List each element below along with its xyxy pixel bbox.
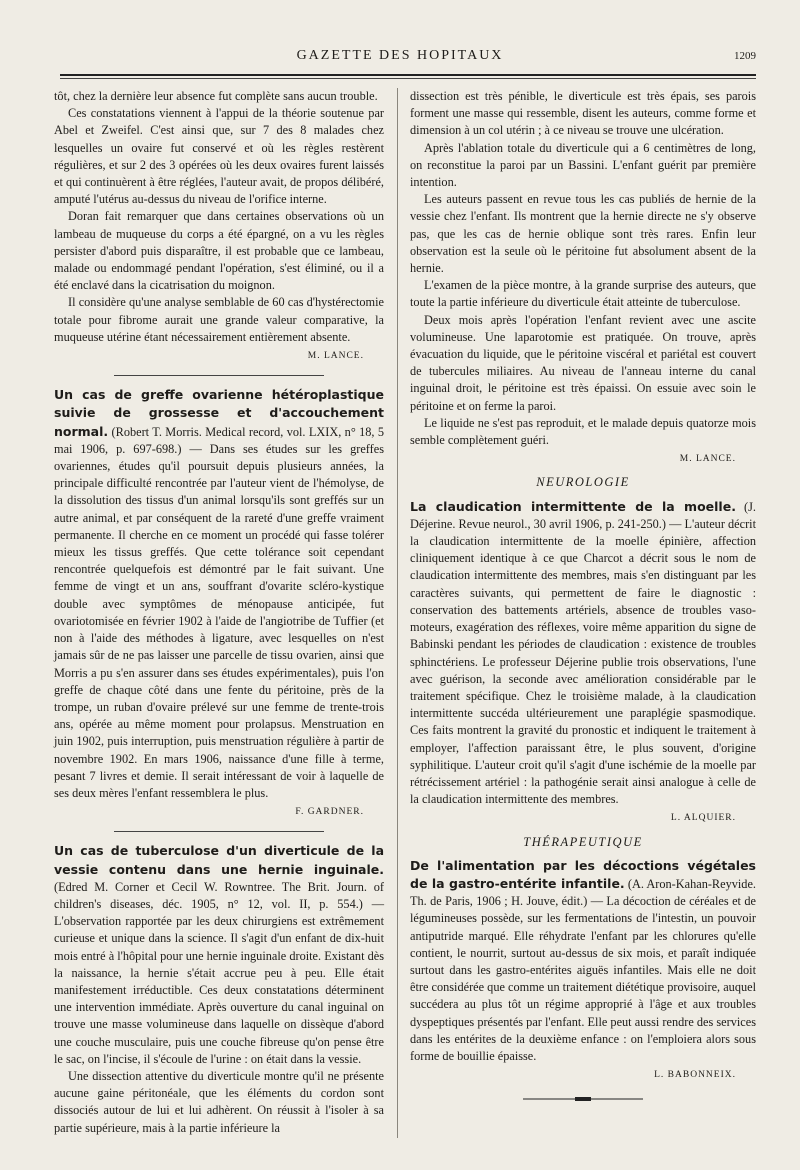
paragraph: Doran fait remarquer que dans certaines observations où un lambeau de muqueuse du corps a été épargné, on a vu les règles persister d'abord puis disparaître, il est probable que ce lambeau, malade ou endommagé pendant l'opération, s'est éliminé, ou il a été enclavé dans la cicatrisation du moignon.	[54, 209, 384, 293]
column-divider	[397, 88, 398, 1138]
left-column	[54, 88, 384, 1137]
ornament-rule-icon	[523, 1095, 643, 1103]
journal-title: GAZETTE DES HOPITAUX	[296, 48, 504, 63]
paragraph: dissection est très pénible, le diverticule est très épais, ses parois forment une masse qui ressemble, disent les auteurs, comme forme et dimension à un col utérin ; à ce niveau se trouve une ulcération.	[410, 89, 756, 138]
article-body: — L'auteur décrit la claudication intermittente de la moelle épinière, affection cliniquement identique à ce que Charcot a décrit sous le nom de claudication intermittente des membres, mais s'en distinguant par les caractères suivants, qui permettent de faire le diagnostic : conservation des battements artériels, absence de troubles vaso-moteurs, exagération des réflexes, voire même apparition du signe de Babinski pendant les périodes de claudication : existence de troubles sphinctériens. Le professeur Déjerine publie trois observations, l'une avec guérison, la seconde avec amélioration considérable par le traitement spécifique. Chez le troisième malade, à la claudication intermittente succéda ultérieurement une paraplégie spasmodique. Ces faits montrent la gravité du pronostic et indiquent le traitement à employer, l'affection paraissant être, le plus souvent, d'origine syphilitique. L'auteur croit qu'il s'agit d'une ischémie de la moelle par rétrécissement artériel : la pathogénie serait ainsi analogue à celle de la claudication intermittente des membres.	[410, 516, 757, 807]
section-heading-neurologie: NEUROLOGIE	[536, 475, 630, 490]
paragraph: Le liquide ne s'est pas reproduit, et le malade depuis quatorze mois semble complètement guéri.	[410, 415, 756, 448]
paragraph: L'examen de la pièce montre, à la grande surprise des auteurs, que toute la partie inférieure du diverticule était atteinte de tuberculose.	[410, 278, 756, 310]
article-greffe	[54, 386, 384, 802]
paragraph: Ces constatations viennent à l'appui de la théorie soutenue par Abel et Zweifel. C'est ainsi que, sur 7 des 8 malades chez lesquelles un ovaire fut conservé et où les règles restèrent régulières, et sur 2 des 3 opérées où les deux ovaires furent laissés et qui continuèrent à être réglées, l'auteur avait, de propos délibéré, amputé l'utérus au-dessus du niveau de l'orifice interne.	[54, 106, 384, 207]
end-ornament	[410, 1092, 756, 1109]
article-reference: (A. Aron-Kahan-Reyvide. Th. de Paris, 1906 ; H. Jouve, édit.)	[410, 876, 756, 909]
article-separator	[114, 831, 324, 832]
article-title: Un cas de greffe ovarienne hétéroplastique suivie de grossesse et d'accouchement normal.	[54, 387, 384, 439]
author-signature: M. LANCE.	[679, 454, 736, 465]
article-tuberculose	[54, 842, 384, 1068]
header-rule	[60, 74, 756, 76]
article-alimentation	[410, 857, 756, 1065]
article-body: — Dans ses études sur les greffes ovariennes, études qu'il poursuit depuis plusieurs années, la principale difficulté rencontrée par l'auteur vient de l'hémolyse, de la dissolution des tissus d'un animal lorsqu'ils sont greffés sur un autre animal, et par conséquent de la rareté d'une greffe vraiment permanente. Il cherche en ce moment un procédé qui fasse tolérer mieux les tissus greffés. Que cette tolérance soit cependant rencontrée quelquefois est démontré par le fait suivant. Une femme de vingt et un ans, souffrant d'ovarite scléro-kystique double avec symptômes de ménopause anticipée, fut ovariotomisée en février 1902 à l'aide de l'angiotribe de Tuffier (et non à l'aide des méthodes à ligature, avec lesquelles on n'est jamais sûr de ne pas laisser une parcelle de tissu ovarien, ainsi que Morris a pu s'en assurer dans ses études expérimentales), puis l'on greffe de chaque côté dans une fente du péritoine, près de la trompe, un ruban d'ovaire prélevé sur une femme de trente-trois ans, opérée au même moment pour prolapsus. Menstruation en juin 1902, puis interruption, puis menstruation régulière à partir de novembre 1902. En mars 1906, naissance d'une fille à terme, pesant 7 livres et demie. Il serait intéressant de voir à laquelle de ses deux mères l'enfant ressemblera le plus.	[54, 441, 384, 800]
paragraph: Une dissection attentive du diverticule montre qu'il ne présente aucune gaine péritonéale, que les éléments du cordon sont dissociés autour de lui et lui adhèrent. On réussit à l'isoler à sa partie supérieure, mais à la partie inférieure la	[54, 1068, 384, 1135]
article-title: La claudication intermittente de la moelle.	[410, 498, 736, 514]
article-reference: (Robert T. Morris. Medical record, vol. LXIX, n° 18, 5 mai 1906, p. 697-698.)	[54, 424, 384, 456]
author-signature: L. BABONNEIX.	[654, 1070, 736, 1081]
right-column	[410, 88, 756, 1110]
article-body: — La décoction de céréales et de légumineuses possède, sur les fermentations de l'intestin, un pouvoir antiputride marqué. Elle réhydrate l'enfant par les chlorures qu'elle contient, le nourrit, surtout au-dessus de six mois, et paraît indiquée surtout dans les gastro-entérites aiguës infantiles. Mais elle ne doit être considérée que comme un traitement diététique provisoire, auquel succédera au plus tôt un régime approprié à l'âge et aux troubles dyspeptiques présentés par l'enfant. Elle peut aussi rendre des services dans les entérites de la deuxième enfance : on l'emploiera alors sous forme de bouillie épaisse.	[410, 894, 756, 1063]
article-separator	[114, 375, 324, 376]
paragraph: Les auteurs passent en revue tous les cas publiés de hernie de la vessie chez l'enfant. Ils montrent que la hernie directe ne s'y observe pas, que les cas de hernie oblique sont très rares. Enfin leur observation est la seule où le péritoine fut absolument absent de la hernie.	[410, 192, 756, 276]
section-heading-therapeutique: THÉRAPEUTIQUE	[523, 834, 643, 849]
page-header	[0, 44, 800, 72]
author-signature: L. ALQUIER.	[670, 813, 736, 824]
page-number: 1209	[734, 50, 756, 62]
author-signature: M. LANCE.	[307, 351, 364, 362]
author-signature: F. GARDNER.	[295, 807, 364, 818]
paragraph: Après l'ablation totale du diverticule qui a 6 centimètres de long, on reconstitue la paroi par un Bassini. L'enfant guérit par première intention.	[410, 140, 756, 190]
article-reference: (J. Déjerine. Revue neurol., 30 avril 1906, p. 241-250.)	[410, 499, 756, 531]
article-body: — L'observation rapportée par les deux chirurgiens est extrêmement curieuse et unique dans la science. Il s'agit d'un enfant de dix-huit mois entré à l'hôpital pour une hernie inguinale droite. Existant dès la naissance, la hernie s'était accrue peu à peu. Elle était manifestement irréductible. Ces deux constatations déterminent une intervention immédiate. Après ouverture du canal inguinal on trouve une masse volumineuse dans laquelle on dissèque d'abord une couche musculaire, puis une couche fibreuse qu'on pense être le sac, on l'incise, il s'écoule de l'urine : on était dans la vessie.	[54, 896, 384, 1066]
article-reference: (Edred M. Corner et Cecil W. Rowntree. The Brit. Journ. of children's diseases, déc. 1905, n° 12, vol. II, p. 554.)	[54, 879, 384, 911]
article-title: Un cas de tuberculose d'un diverticule de la vessie contenu dans une hernie inguinale.	[54, 843, 384, 877]
paragraph: Deux mois après l'opération l'enfant revient avec une ascite volumineuse. Une laparotomie est pratiquée. On trouve, après évacuation du liquide, que le péritoine viscéral et pariétal est couvert de tubercules miliaires. Au niveau de l'anneau interne du canal inguinal droit, le péritoine est très épaissi. On essuie avec soin le péritoine et on ferme la paroi.	[410, 312, 756, 413]
paragraph: Il considère qu'une analyse semblable de 60 cas d'hystérectomie totale pour fibrome aurait une grande valeur comparative, la muqueuse utérine étant nécessairement entièrement absente.	[54, 295, 384, 344]
article-claudication	[410, 498, 756, 809]
article-title: De l'alimentation par les décoctions végétales de la gastro-entérite infantile.	[410, 857, 756, 891]
paragraph: tôt, chez la dernière leur absence fut complète sans aucun trouble.	[54, 89, 378, 103]
header-rule-thin	[60, 78, 756, 79]
